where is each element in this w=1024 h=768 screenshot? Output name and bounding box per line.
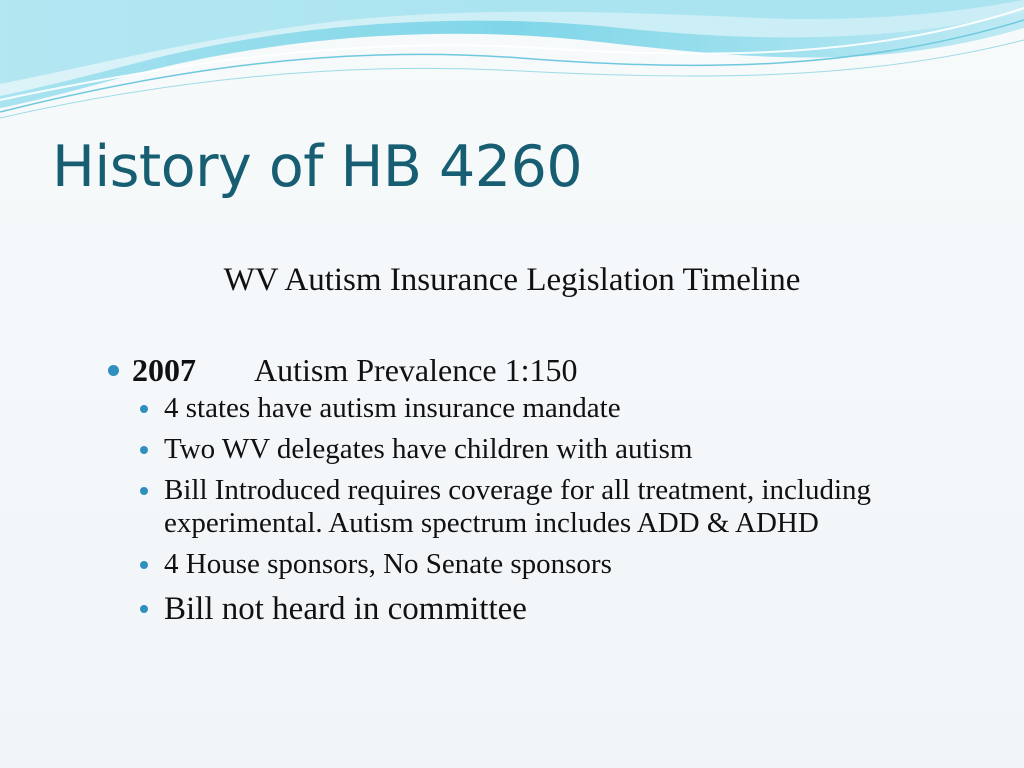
list-item-text: Bill not heard in committee bbox=[164, 591, 527, 627]
bullet-icon bbox=[108, 365, 119, 376]
list-item bbox=[106, 548, 934, 581]
bullet-icon bbox=[140, 561, 148, 569]
bullet-icon bbox=[140, 446, 148, 454]
bullet-icon bbox=[140, 487, 148, 495]
list-item bbox=[106, 589, 934, 629]
list-item-text: 4 states have autism insurance mandate bbox=[164, 392, 621, 424]
timeline-sub-list bbox=[106, 392, 986, 629]
list-item bbox=[106, 474, 934, 540]
slide-subtitle: WV Autism Insurance Legislation Timeline bbox=[223, 262, 801, 298]
list-item bbox=[106, 392, 934, 425]
timeline-content bbox=[106, 350, 986, 637]
slide-title: History of HB 4260 bbox=[52, 134, 583, 200]
list-item-text: Bill Introduced requires coverage for all treatment, including experimental. Autism spectrum includes ADD & ADHD bbox=[164, 474, 872, 539]
bullet-icon bbox=[140, 605, 148, 613]
timeline-headline: Autism Prevalence 1:150 bbox=[254, 352, 578, 388]
list-item-text: 4 House sponsors, No Senate sponsors bbox=[164, 548, 612, 580]
bullet-icon bbox=[140, 405, 148, 413]
timeline-entry-2007 bbox=[106, 350, 986, 390]
timeline-year: 2007 bbox=[132, 352, 196, 388]
list-item-text: Two WV delegates have children with autism bbox=[164, 433, 693, 465]
list-item bbox=[106, 433, 934, 466]
decorative-wave-header bbox=[0, 0, 1024, 130]
